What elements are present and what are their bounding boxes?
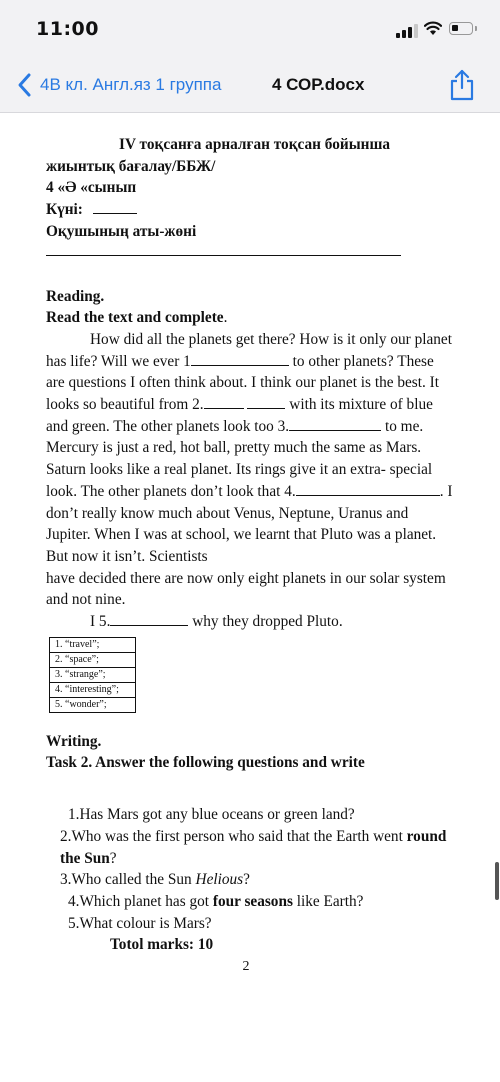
student-name-label: Оқушының аты-жөні <box>46 222 197 240</box>
header-line-2: жиынтық бағалау/ББЖ/ <box>46 157 216 175</box>
blank-2b <box>247 394 285 409</box>
writing-task: Task 2. Answer the following questions and write <box>46 754 365 772</box>
navigation-bar <box>0 60 500 113</box>
share-icon[interactable] <box>448 68 476 102</box>
writing-heading: Writing. <box>46 732 102 750</box>
header-class: 4 «Ә «сынып <box>46 179 137 197</box>
scrollbar[interactable] <box>495 862 499 900</box>
status-bar <box>0 0 500 60</box>
page-number: 2 <box>242 959 250 975</box>
reading-passage: How did all the planets get there? How is it only our planet has life? Will we ever 1 to other planets? These are questions I often think about. I think our planet is the best. It looks so beautiful from 2. with its mixture of blue and green. The other planets look too 3. to me. Mercury is just a red, hot ball, pretty much the same as Mars. Saturn looks like a real planet. Its rings give it an extra- special look. The other planets don’t look that 4. . I don’t really know much about Venus, Neptune, Uranus and Jupiter. When I was at school, we learnt that Pluto was a planet. But now it isn’t. Scientists <box>46 330 453 565</box>
back-button[interactable]: 4В кл. Англ.яз 1 группа <box>40 75 222 94</box>
question-3: 3.Who called the Sun Helious? <box>60 871 250 889</box>
word-options-table <box>49 637 136 713</box>
word-option: 1. “travel”; <box>50 637 136 652</box>
reading-instruction: Read the text and complete. <box>46 309 228 327</box>
header-line-1: IV тоқсанға арналған тоқсан бойынша <box>119 136 391 153</box>
reading-passage-last: I 5. why they dropped Pluto. <box>90 613 343 631</box>
document-content <box>46 134 456 978</box>
status-time: 11:00 <box>36 18 99 40</box>
wifi-icon <box>424 20 442 36</box>
cellular-signal-icon <box>396 24 420 38</box>
date-blank <box>93 199 137 214</box>
blank-2a <box>204 394 244 409</box>
total-marks: Totol marks: 10 <box>110 936 214 954</box>
question-2: 2.Who was the first person who said that the Earth went round the Sun? <box>60 827 447 867</box>
date-line <box>46 199 456 221</box>
back-chevron-icon[interactable] <box>12 70 42 100</box>
spacer <box>46 713 456 731</box>
word-option: 5. “wonder”; <box>50 697 136 712</box>
word-option: 3. “strange”; <box>50 667 136 682</box>
blank-3 <box>289 416 381 431</box>
blank-1 <box>191 351 289 366</box>
blank-4 <box>296 481 440 496</box>
battery-icon <box>449 22 473 35</box>
question-5: 5.What colour is Mars? <box>68 914 212 932</box>
reading-passage-end: have decided there are now only eight planets in our solar system and not nine. <box>46 569 446 609</box>
date-label: Күні: <box>46 201 83 219</box>
document-title: 4 СОР.docx <box>272 75 365 94</box>
blank-5 <box>110 611 188 626</box>
question-1: 1.Has Mars got any blue oceans or green land? <box>68 806 355 824</box>
reading-heading: Reading. <box>46 287 105 305</box>
word-option: 4. “interesting”; <box>50 682 136 697</box>
word-option: 2. “space”; <box>50 652 136 667</box>
question-list <box>46 804 456 934</box>
name-underline <box>46 255 401 256</box>
question-4: 4.Which planet has got four seasons like Earth? <box>68 892 364 910</box>
